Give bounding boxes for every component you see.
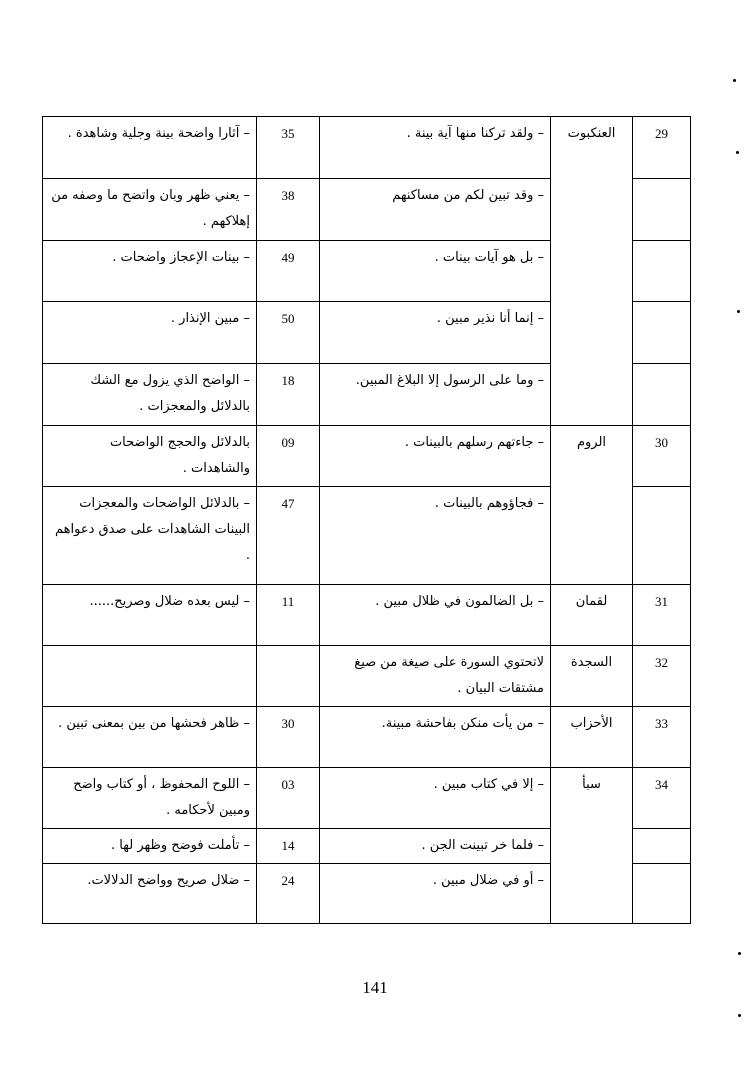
ayah-number: 50 (257, 302, 320, 364)
verse-text: – من يأت منكن بفاحشة مبينة. (320, 707, 551, 768)
scan-speck (733, 79, 736, 82)
surah-name: السجدة (551, 646, 633, 707)
surah-number (633, 864, 691, 924)
verse-text: – بل الضالمون في ظلال مبين . (320, 585, 551, 646)
ayah-number: 35 (257, 117, 320, 179)
surah-number: 29 (633, 117, 691, 179)
verse-text: – فلما خر تبينت الجن . (320, 829, 551, 864)
surah-number: 30 (633, 426, 691, 487)
surah-number (633, 179, 691, 241)
verse-text: – إلا في كتاب مبين . (320, 768, 551, 829)
explanation-text: – بينات الإعجاز واضحات . (43, 241, 257, 302)
ayah-number (257, 646, 320, 707)
explanation-text: بالدلائل والحجج الواضحات والشاهدات . (43, 426, 257, 487)
verse-text: – أو في ضلال مبين . (320, 864, 551, 924)
verse-text: لاتحتوي السورة على صيغة من صيغ مشتقات البيان . (320, 646, 551, 707)
ayah-number: 24 (257, 864, 320, 924)
scan-speck (738, 952, 741, 955)
explanation-text: – الواضح الذي يزول مع الشك بالدلائل والمعجزات . (43, 364, 257, 426)
scan-speck (736, 151, 739, 154)
scan-speck (737, 310, 740, 313)
explanation-text: – يعني ظهر وبان واتضح ما وصفه من إهلاكهم . (43, 179, 257, 241)
verse-text: – إنما أنا نذير مبين . (320, 302, 551, 364)
ayah-number: 30 (257, 707, 320, 768)
surah-name: الروم (551, 426, 633, 585)
explanation-text: – تأملت فوضح وظهر لها . (43, 829, 257, 864)
table-row (43, 117, 691, 179)
verse-text: – وقد تبين لكم من مساكنهم (320, 179, 551, 241)
surah-number: 33 (633, 707, 691, 768)
surah-number (633, 241, 691, 302)
surah-number (633, 829, 691, 864)
explanation-text: – مبين الإنذار . (43, 302, 257, 364)
explanation-text: – بالدلائل الواضحات والمعجزات البينات الشاهدات على صدق دعواهم . (43, 487, 257, 585)
verses-table (42, 116, 691, 924)
ayah-number: 11 (257, 585, 320, 646)
ayah-number: 18 (257, 364, 320, 426)
ayah-number: 14 (257, 829, 320, 864)
surah-name: لقمان (551, 585, 633, 646)
verse-text: – ولقد تركنا منها آية بينة . (320, 117, 551, 179)
explanation-text: – آثارا واضحة بينة وجلية وشاهدة . (43, 117, 257, 179)
verse-text: – فجاؤوهم بالبينات . (320, 487, 551, 585)
surah-number: 32 (633, 646, 691, 707)
verse-text: – وما على الرسول إلا البلاغ المبين. (320, 364, 551, 426)
explanation-text: – اللوح المحفوظ ، أو كتاب واضح ومبين لأحكامه . (43, 768, 257, 829)
verse-text: – جاءتهم رسلهم بالبينات . (320, 426, 551, 487)
table-row (43, 426, 691, 487)
table-row (43, 768, 691, 829)
table-row (43, 646, 691, 707)
verse-text: – بل هو آيات بينات . (320, 241, 551, 302)
surah-number (633, 302, 691, 364)
surah-number (633, 364, 691, 426)
ayah-number: 49 (257, 241, 320, 302)
ayah-number: 03 (257, 768, 320, 829)
scan-speck (738, 1014, 741, 1017)
explanation-text: – ضلال صريح وواضح الدلالات. (43, 864, 257, 924)
surah-name: العنكبوت (551, 117, 633, 426)
ayah-number: 09 (257, 426, 320, 487)
ayah-number: 47 (257, 487, 320, 585)
surah-name: الأحزاب (551, 707, 633, 768)
table-row (43, 585, 691, 646)
explanation-text (43, 646, 257, 707)
table-row (43, 707, 691, 768)
ayah-number: 38 (257, 179, 320, 241)
surah-number: 34 (633, 768, 691, 829)
surah-number (633, 487, 691, 585)
explanation-text: – ظاهر فحشها من بين بمعنى تبين . (43, 707, 257, 768)
explanation-text: – ليس بعده ضلال وصريح...... (43, 585, 257, 646)
page-number: 141 (362, 978, 388, 997)
surah-number: 31 (633, 585, 691, 646)
surah-name: سبأ (551, 768, 633, 924)
